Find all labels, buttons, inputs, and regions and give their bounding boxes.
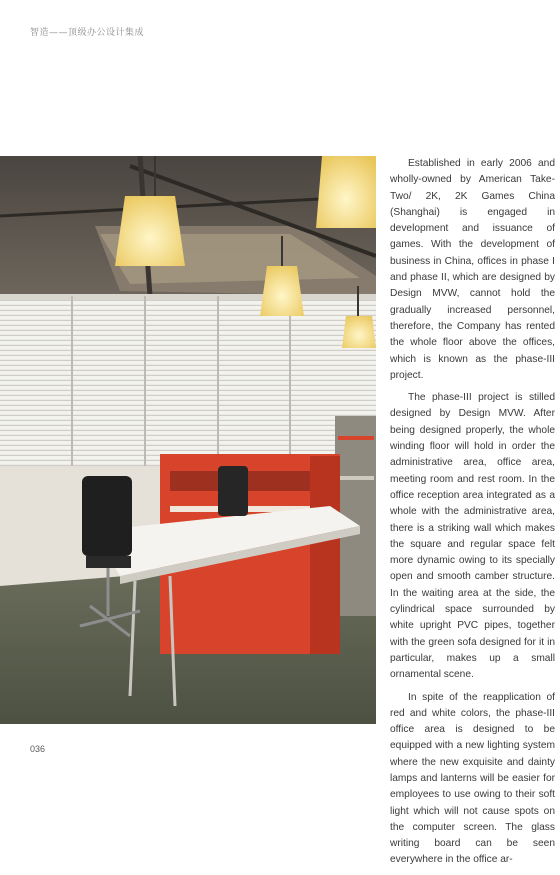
office-chair — [82, 476, 132, 556]
running-title: 智造——顶级办公设计集成 — [30, 28, 145, 38]
article-paragraph: In spite of the reapplication of red and white colors, the phase-III office area is designed to be equipped with a new lighting system where the new exquisite and dainty lamps and lanterns will be easier for employees to use owing to their soft light which will not cause spots on the computer screen. The glass writing board can be seen everywhere in the office ar- — [390, 691, 555, 866]
pendant-lamp-right — [316, 156, 376, 228]
pendant-lamp-left — [115, 196, 185, 266]
pendant-lamp-far — [342, 316, 376, 348]
window-blinds — [0, 296, 376, 466]
pendant-lamp-center — [260, 266, 304, 316]
article-body — [390, 156, 555, 875]
article-paragraph: The phase-III project is stilled designed by Design MVW. After being designed properly, the whole winding floor will hold in order the administrative area, office area, meeting room and rest room. In the office reception area integrated as a whole with the administrative area, there is a striking wall which makes the square and regular space felt more dynamic owing to its specially open and smooth camber structure. In the waiting area at the side, the cylindrical space surrounded by white upright PVC pipes, together with the green sofa designed for it in particular, makes up a small ornamental scene. — [390, 392, 555, 681]
office-photo — [0, 156, 376, 724]
page-number: 036 — [30, 744, 46, 754]
article-paragraph: Established in early 2006 and wholly-owned by American Take-Two/ 2K, 2K Games China (Shanghai) is engaged in development and issuance of games. With the development of business in China, offices in phase I and phase II, which are designed by Design MVW, cannot hold the gradually increased personnel, therefore, the Company has rented the whole floor above the offices, which is known as the phase-III project. — [390, 158, 555, 381]
